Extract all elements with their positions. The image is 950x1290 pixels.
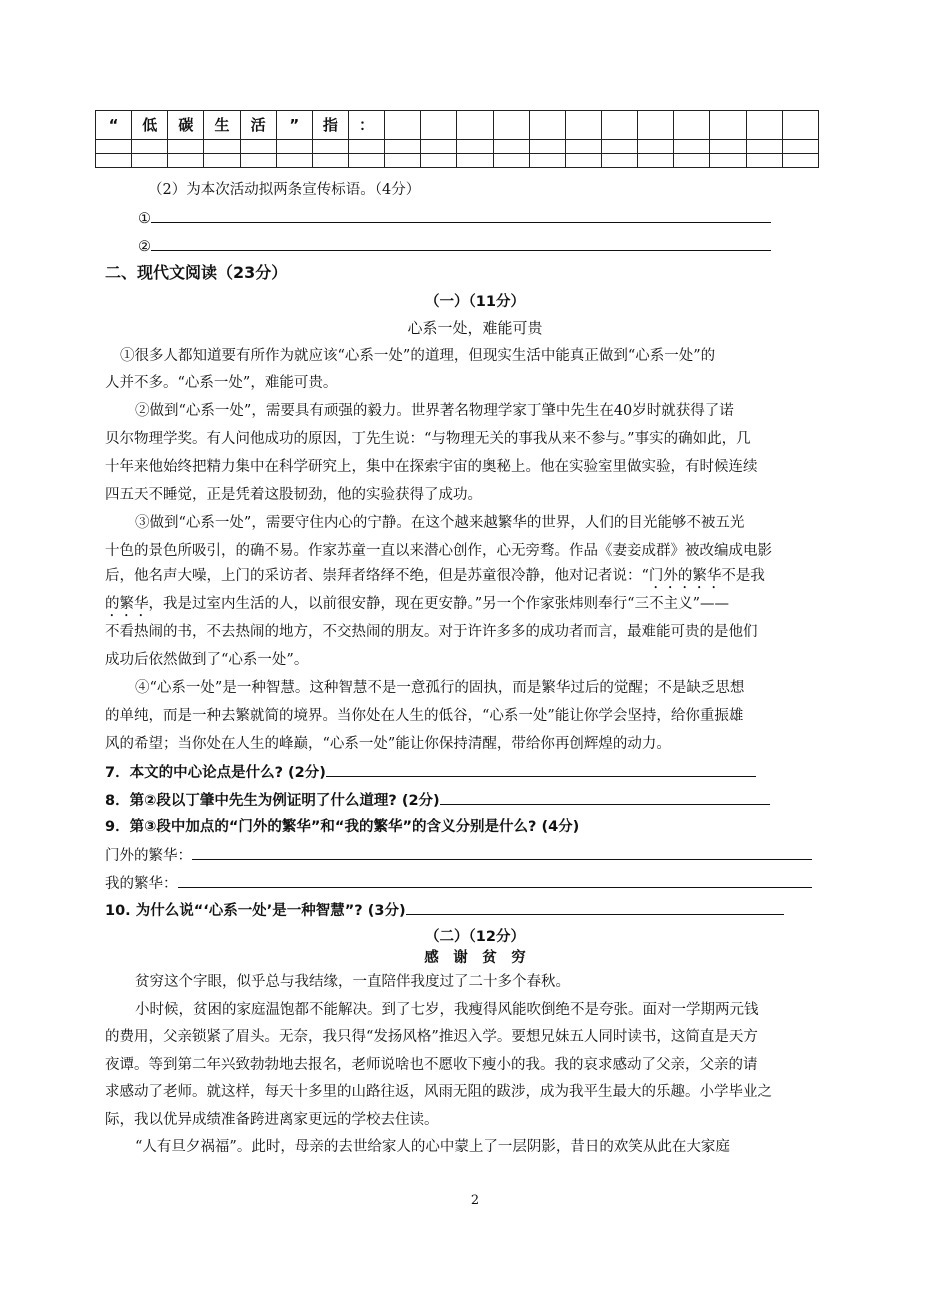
passage1-title: 心系一处，难能可贵 (407, 319, 543, 337)
grid-cell[interactable] (493, 111, 529, 140)
grid-cell[interactable] (385, 154, 421, 168)
grid-cell[interactable] (601, 140, 637, 154)
grid-cell[interactable] (168, 140, 204, 154)
grid-cell[interactable] (710, 111, 746, 140)
grid-cell[interactable] (746, 111, 782, 140)
grid-row (96, 140, 819, 154)
p4-line: 风的希望；当你处在人生的峰巅，“心系一处”能让你保持清醒，带给你再创辉煌的动力。 (105, 736, 671, 752)
grid-cell[interactable] (565, 111, 601, 140)
answer-line[interactable] (151, 236, 771, 251)
grid-cell[interactable] (421, 111, 457, 140)
grid-cell[interactable] (385, 140, 421, 154)
answer-grid (95, 110, 819, 168)
grid-cell[interactable] (529, 111, 565, 140)
p-line: 小时候，贫困的家庭温饱都不能解决。到了七岁，我瘦得风能吹倒绝不是夸张。面对一学期两元钱 (135, 1002, 759, 1018)
dotted-phrase: 门外的繁华 (648, 568, 722, 584)
grid-cell[interactable]: 指 (312, 111, 348, 140)
p-line: 求感动了老师。就这样，每天十多里的山路往返，风雨无阻的跋涉，成为我平生最大的乐趣。小学毕业之 (105, 1084, 772, 1100)
grid-cell[interactable] (457, 154, 493, 168)
grid-cell[interactable]: “ (96, 111, 132, 140)
grid-cell[interactable] (348, 154, 384, 168)
grid-row (96, 111, 819, 140)
answer-line[interactable] (151, 208, 771, 223)
p3-line: 十色的景色所吸引，的确不易。作家苏童一直以来潜心创作，心无旁骛。作品《妻妾成群》被改编成电影 (105, 543, 772, 559)
grid-cell[interactable] (746, 154, 782, 168)
grid-cell[interactable] (782, 140, 818, 154)
p3-line: ③做到“心系一处”，需要守住内心的宁静。在这个越来越繁华的世界，人们的目光能够不被五光 (135, 515, 745, 531)
grid-row (96, 154, 819, 168)
grid-cell[interactable] (638, 154, 674, 168)
dotted-phrase: 的繁华 (105, 596, 149, 612)
grid-cell[interactable] (638, 140, 674, 154)
answer-line[interactable] (406, 900, 784, 915)
grid-cell[interactable] (385, 111, 421, 140)
question-9a: 门外的繁华： (105, 845, 850, 866)
grid-cell[interactable] (96, 154, 132, 168)
p3-line: 不看热闹的书，不去热闹的地方，不交热闹的朋友。对于许许多多的成功者而言，最难能可贵的是他们 (105, 624, 758, 640)
grid-cell[interactable] (421, 154, 457, 168)
grid-cell[interactable] (746, 140, 782, 154)
grid-cell[interactable] (782, 111, 818, 140)
grid-cell[interactable]: ” (276, 111, 312, 140)
grid-cell[interactable] (457, 140, 493, 154)
grid-cell[interactable] (710, 140, 746, 154)
grid-cell[interactable] (674, 111, 710, 140)
p2-line: 十年来他始终把精力集中在科学研究上，集中在探索宇宙的奥秘上。他在实验室里做实验，有时候连续 (105, 459, 758, 475)
p4-line: 的单纯，而是一种去繁就简的境界。当你处在人生的低谷，“心系一处”能让你学会坚持，给你重振雄 (105, 708, 744, 724)
p2-line: ②做到“心系一处”，需要具有顽强的毅力。世界著名物理学家丁肇中先生在40岁时就获得了诺 (135, 403, 734, 419)
grid-cell[interactable] (493, 154, 529, 168)
grid-cell[interactable] (493, 140, 529, 154)
q2-slot-1: ① (138, 208, 883, 229)
grid-cell[interactable] (674, 140, 710, 154)
answer-line[interactable] (326, 762, 756, 777)
passage2-subtitle: （二）（12分） (425, 929, 525, 945)
grid-cell[interactable] (276, 154, 312, 168)
p1-line: 人并不多。“心系一处”，难能可贵。 (105, 375, 338, 391)
grid-cell[interactable] (132, 140, 168, 154)
grid-cell[interactable] (782, 154, 818, 168)
page-number: 2 (470, 1193, 480, 1208)
grid-cell[interactable] (276, 140, 312, 154)
grid-cell[interactable]: 低 (132, 111, 168, 140)
question-9: 9．第③段中加点的“门外的繁华”和“我的繁华”的含义分别是什么? (4分) (105, 819, 580, 835)
p3-line: 的繁华，我是过室内生活的人，以前很安静，现在更安静。”另一个作家张炜则奉行“三不主义”—— (105, 596, 729, 612)
p2-line: 四五天不睡觉，正是凭着这股韧劲，他的实验获得了成功。 (105, 487, 482, 503)
grid-cell[interactable] (638, 111, 674, 140)
p4-line: ④“心系一处”是一种智慧。这种智慧不是一意孤行的固执，而是繁华过后的觉醒；不是缺乏思想 (135, 680, 745, 696)
section-heading: 二、现代文阅读（23分） (105, 263, 288, 282)
grid-cell[interactable] (529, 154, 565, 168)
p2-line: 贝尔物理学奖。有人问他成功的原因，丁先生说：“与物理无关的事我从来不参与。”事实的确如此，几 (105, 431, 751, 447)
question-10: 10. 为什么说“‘心系一处’是一种智慧”? (3分) (105, 900, 850, 921)
grid-cell[interactable] (565, 154, 601, 168)
grid-cell[interactable] (601, 111, 637, 140)
grid-cell[interactable] (348, 140, 384, 154)
q2-prompt: （2）为本次活动拟两条宣传标语。（4分） (148, 182, 421, 198)
p-line: “人有旦夕祸福”。此时，母亲的去世给家人的心中蒙上了一层阴影，昔日的欢笑从此在大家庭 (135, 1139, 730, 1155)
p3-line: 成功后依然做到了“心系一处”。 (105, 652, 309, 668)
p-line: 的费用，父亲锁紧了眉头。无奈，我只得“发扬风格”推迟入学。要想兄妹五人同时读书，这简直是天方 (105, 1029, 758, 1045)
question-9b: 我的繁华： (105, 873, 850, 894)
grid-cell[interactable] (674, 154, 710, 168)
grid-cell[interactable] (240, 140, 276, 154)
p-line: 际，我以优异成绩准备跨进离家更远的学校去住读。 (105, 1112, 439, 1128)
grid-cell[interactable] (312, 154, 348, 168)
grid-cell[interactable] (601, 154, 637, 168)
grid-cell[interactable] (312, 140, 348, 154)
grid-cell[interactable] (710, 154, 746, 168)
passage1-subtitle: （一）（11分） (425, 294, 525, 310)
grid-cell[interactable] (204, 140, 240, 154)
p1-line: ①很多人都知道要有所作为就应该“心系一处”的道理，但现实生活中能真正做到“心系一处”的 (120, 348, 716, 364)
q2-slot-2: ② (138, 236, 883, 257)
answer-line[interactable] (192, 845, 812, 860)
grid-cell[interactable] (421, 140, 457, 154)
p-line: 贫穷这个字眼，似乎总与我结缘，一直陪伴我度过了二十多个春秋。 (135, 974, 570, 990)
grid-cell[interactable]: 生 (204, 111, 240, 140)
grid-cell[interactable] (168, 154, 204, 168)
grid-cell[interactable] (529, 140, 565, 154)
grid-cell[interactable]: 活 (240, 111, 276, 140)
grid-cell[interactable] (457, 111, 493, 140)
grid-cell[interactable]: ： (348, 111, 384, 140)
question-7: 7．本文的中心论点是什么? (2分) (105, 762, 850, 783)
grid-cell[interactable] (240, 154, 276, 168)
passage2-title: 感 谢 贫 穷 (424, 950, 526, 966)
answer-line[interactable] (178, 873, 812, 888)
p3-line: 后，他名声大噪，上门的采访者、崇拜者络绎不绝，但是苏童很冷静，他对记者说：“门外的繁华不是我 (105, 568, 765, 584)
grid-cell[interactable] (96, 140, 132, 154)
grid-cell[interactable] (204, 154, 240, 168)
p-line: 夜谭。等到第二年兴致勃勃地去报名，老师说啥也不愿收下瘦小的我。我的哀求感动了父亲，父亲的请 (105, 1057, 758, 1073)
grid-cell[interactable] (565, 140, 601, 154)
grid-cell[interactable] (132, 154, 168, 168)
question-8: 8．第②段以丁肇中先生为例证明了什么道理? (2分) (105, 790, 850, 811)
grid-cell[interactable]: 碳 (168, 111, 204, 140)
answer-line[interactable] (440, 790, 770, 805)
